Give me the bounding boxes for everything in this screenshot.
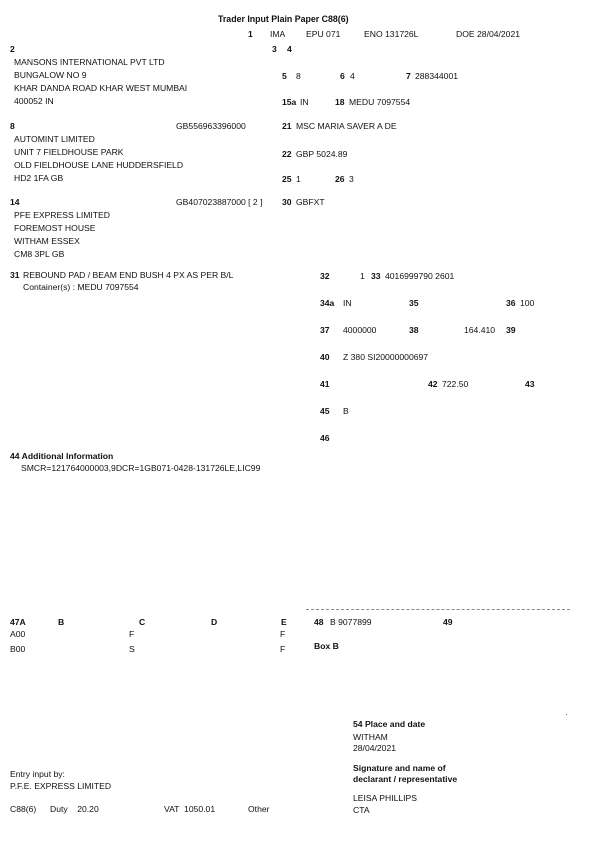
epu-value: EPU 071: [306, 29, 341, 39]
box-47-row-1-e: F: [280, 629, 286, 639]
box-31-number: 31: [10, 270, 20, 280]
consignee-line-2: UNIT 7 FIELDHOUSE PARK: [14, 147, 124, 157]
consignee-line-4: HD2 1FA GB: [14, 173, 64, 183]
box-30-number: 30: [282, 197, 292, 207]
box-3-number: 3: [272, 44, 277, 54]
box-47-row-2-a: B00: [10, 644, 26, 654]
box-54-label: 54 Place and date: [353, 719, 426, 729]
box-47-row-1-c: F: [129, 629, 135, 639]
box-6-value: 4: [350, 71, 355, 81]
box-15a-value: IN: [300, 97, 309, 107]
eno-value: ENO 131726L: [364, 29, 419, 39]
consignor-line-3: KHAR DANDA ROAD KHAR WEST MUMBAI: [14, 83, 188, 93]
box-33-number: 33: [371, 271, 381, 281]
consignor-line-1: MANSONS INTERNATIONAL PVT LTD: [14, 57, 165, 67]
consignee-eori: GB556963396000: [176, 121, 246, 131]
consignor-line-4: 400052 IN: [14, 96, 54, 106]
declarant-line-2: FOREMOST HOUSE: [14, 223, 96, 233]
container-info: Container(s) : MEDU 7097554: [23, 282, 139, 292]
box-32-number: 32: [320, 271, 330, 281]
box-47-col-e: E: [281, 617, 287, 627]
box-26-value: 3: [349, 174, 354, 184]
declarant-role: CTA: [353, 805, 370, 815]
tick-mark: [566, 714, 567, 715]
box-7-number: 7: [406, 71, 411, 81]
signature-label-1: Signature and name of: [353, 763, 446, 773]
box-1-number: 1: [248, 29, 253, 39]
box-47-row-1-a: A00: [10, 629, 26, 639]
box-47-row-2-e: F: [280, 644, 286, 654]
additional-information: SMCR=121764000003,9DCR=1GB071-0428-131726LE,LIC99: [21, 463, 261, 473]
box-33-value: 4016999790 2601: [385, 271, 455, 281]
box-49-number: 49: [443, 617, 453, 627]
box-42-number: 42: [428, 379, 438, 389]
box-21-value: MSC MARIA SAVER A DE: [296, 121, 397, 131]
consignor-line-2: BUNGALOW NO 9: [14, 70, 87, 80]
box-14-number: 14: [10, 197, 20, 207]
goods-description: REBOUND PAD / BEAM END BUSH 4 PX AS PER B/L: [23, 270, 234, 280]
box-26-number: 26: [335, 174, 345, 184]
box-40-number: 40: [320, 352, 330, 362]
consignee-line-1: AUTOMINT LIMITED: [14, 134, 95, 144]
box-8-number: 8: [10, 121, 15, 131]
box-25-value: 1: [296, 174, 301, 184]
box-25-number: 25: [282, 174, 292, 184]
box-45-value: B: [343, 406, 349, 416]
declarant-line-1: PFE EXPRESS LIMITED: [14, 210, 110, 220]
box-21-number: 21: [282, 121, 292, 131]
box-4-number: 4: [287, 44, 292, 54]
box-46-number: 46: [320, 433, 330, 443]
entry-input-by: P.F.E. EXPRESS LIMITED: [10, 781, 112, 791]
box-42-value: 722.50: [442, 379, 469, 389]
box-35-number: 35: [409, 298, 419, 308]
place-value: WITHAM: [353, 732, 388, 742]
doe-value: DOE 28/04/2021: [456, 29, 521, 39]
box-39-number: 39: [506, 325, 516, 335]
declarant-eori: GB407023887000 [ 2 ]: [176, 197, 263, 207]
signature-label-2: declarant / representative: [353, 774, 458, 784]
box-32-value: 1: [360, 271, 365, 281]
box-37-number: 37: [320, 325, 330, 335]
box-18-number: 18: [335, 97, 345, 107]
footer-form: C88(6): [10, 804, 37, 814]
box-47a-label: 47A: [10, 617, 26, 627]
footer-vat: VAT 1050.01: [164, 804, 216, 814]
box-38-value: 164.410: [464, 325, 496, 335]
box-38-number: 38: [409, 325, 419, 335]
box-2-number: 2: [10, 44, 15, 54]
box-30-value: GBFXT: [296, 197, 325, 207]
separator-line: [306, 609, 570, 610]
box-34a-number: 34a: [320, 298, 335, 308]
box-34a-value: IN: [343, 298, 352, 308]
box-40-value: Z 380 SI20000000697: [343, 352, 429, 362]
date-value: 28/04/2021: [353, 743, 397, 753]
box-37-value: 4000000: [343, 325, 377, 335]
box-7-value: 288344001: [415, 71, 459, 81]
consignee-line-3: OLD FIELDHOUSE LANE HUDDERSFIELD: [14, 160, 184, 170]
declarant-name: LEISA PHILLIPS: [353, 793, 418, 803]
box-47-col-d: D: [211, 617, 218, 627]
box-22-number: 22: [282, 149, 292, 159]
entry-input-label: Entry input by:: [10, 769, 65, 779]
box-5-number: 5: [282, 71, 287, 81]
declarant-line-3: WITHAM ESSEX: [14, 236, 80, 246]
box-44-label: 44 Additional Information: [10, 451, 114, 461]
document-title: Trader Input Plain Paper C88(6): [218, 14, 349, 24]
box-1-value: IMA: [270, 29, 286, 39]
box-45-number: 45: [320, 406, 330, 416]
box-6-number: 6: [340, 71, 345, 81]
box-22-value: GBP 5024.89: [296, 149, 348, 159]
declarant-line-4: CM8 3PL GB: [14, 249, 65, 259]
box-b-label: Box B: [314, 641, 339, 651]
box-47-col-b: B: [58, 617, 65, 627]
box-41-number: 41: [320, 379, 330, 389]
footer-other: Other: [248, 804, 270, 814]
box-43-number: 43: [525, 379, 535, 389]
box-36-value: 100: [520, 298, 535, 308]
box-47-row-2-c: S: [129, 644, 135, 654]
box-48-number: 48: [314, 617, 324, 627]
box-5-value: 8: [296, 71, 301, 81]
box-47-col-c: C: [139, 617, 146, 627]
box-36-number: 36: [506, 298, 516, 308]
box-18-value: MEDU 7097554: [349, 97, 411, 107]
footer-duty: Duty 20.20: [50, 804, 99, 814]
box-15a-number: 15a: [282, 97, 297, 107]
box-48-value: B 9077899: [330, 617, 372, 627]
